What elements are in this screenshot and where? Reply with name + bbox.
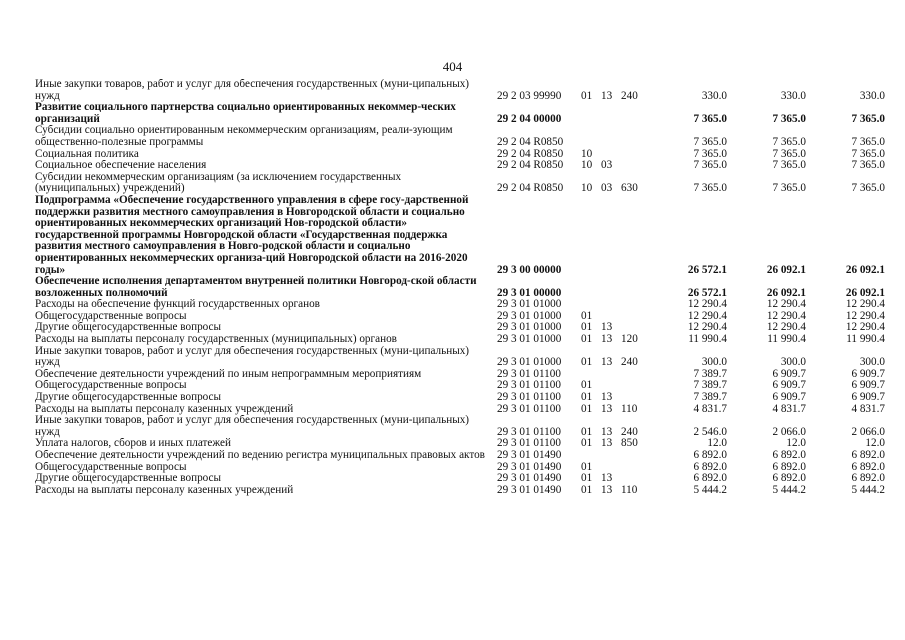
row-name: Социальная политика: [35, 148, 139, 160]
target-code: 29 3 01 01000: [497, 299, 562, 311]
subsection-code: 03: [601, 182, 613, 195]
amount-first: 6 892.0: [693, 461, 727, 473]
expense-type-code: 110: [621, 484, 638, 496]
table-row: [35, 195, 885, 276]
subsection-code: 13: [601, 334, 613, 346]
amount-third: 7 365.0: [851, 112, 885, 125]
target-code: 29 2 04 R0850: [497, 135, 564, 148]
amount-second: 6 909.7: [772, 380, 806, 392]
subsection-code: 13: [601, 89, 613, 102]
table-row: [35, 438, 885, 450]
amount-first: 2 546.0: [693, 425, 727, 438]
expense-type-code: [621, 473, 649, 485]
subsection-code: [601, 195, 621, 276]
row-name: Расходы на обеспечение функций государственных органов: [35, 299, 320, 311]
amount-second: 26 092.1: [766, 286, 806, 299]
expense-type-code: 850: [621, 438, 638, 450]
expense-type-code: 240: [621, 89, 638, 102]
amount-third: 6 909.7: [851, 392, 885, 404]
amount-first: 7 389.7: [693, 392, 727, 404]
amount-second: 330.0: [780, 89, 806, 102]
subsection-code: 03: [601, 160, 613, 172]
expense-type-code: [621, 160, 649, 172]
amount-second: 6 909.7: [772, 368, 806, 380]
table-row: [35, 404, 885, 416]
amount-second: 300.0: [780, 356, 806, 369]
table-row: [35, 415, 885, 438]
amount-second: 7 365.0: [772, 135, 806, 148]
subsection-code: [601, 276, 621, 299]
section-code: 01: [581, 403, 593, 415]
amount-third: 6 892.0: [851, 450, 885, 461]
section-code: 01: [581, 484, 593, 496]
amount-third: 7 365.0: [851, 182, 885, 195]
amount-second: 4 831.7: [772, 403, 806, 415]
amount-first: 7 389.7: [693, 368, 727, 380]
subsection-code: [601, 369, 621, 381]
amount-first: 6 892.0: [693, 450, 727, 461]
target-code: 29 3 01 01100: [497, 438, 561, 450]
amount-third: 12 290.4: [845, 299, 885, 311]
amount-third: 7 365.0: [851, 160, 885, 172]
section-code: 10: [581, 182, 593, 195]
amount-third: 4 831.7: [851, 403, 885, 415]
expense-type-code: [621, 195, 649, 276]
expense-type-code: [621, 311, 649, 323]
amount-first: 26 572.1: [687, 286, 727, 299]
subsection-code: [601, 125, 621, 148]
row-name: Подпрограмма «Обеспечение государственного управления в сфере госу-дарственной поддержки развития местного самоуправления в Новгородской области и социально ориентированных некоммерческих организаций Нов-городской области» государственной программы Новгородской области «Государственная поддержка развития местного самоуправления в Новго-родской области и социально ориентированных некоммерческих организа-ций Новгородской области на 2016-2020 годы»: [35, 194, 469, 276]
table-row: [35, 160, 885, 172]
expense-type-code: [621, 299, 649, 311]
amount-third: 2 066.0: [851, 425, 885, 438]
amount-third: 6 892.0: [851, 461, 885, 473]
table-row: [35, 369, 885, 381]
amount-third: 6 909.7: [851, 368, 885, 380]
subsection-code: 13: [601, 356, 613, 369]
row-name: Иные закупки товаров, работ и услуг для обеспечения государственных (муни-ципальных) нужд: [35, 79, 470, 102]
amount-first: 7 365.0: [693, 112, 727, 125]
section-code: 01: [581, 322, 593, 334]
amount-second: 6 909.7: [772, 392, 806, 404]
expense-type-code: [621, 462, 649, 474]
subsection-code: [601, 450, 621, 462]
target-code: 29 3 01 01100: [497, 425, 561, 438]
table-row: [35, 125, 885, 148]
amount-second: 6 892.0: [772, 461, 806, 473]
table-row: [35, 450, 885, 462]
amount-second: 7 365.0: [772, 112, 806, 125]
row-name: Субсидии социально ориентированным некоммерческим организациям, реали-зующим общественно-полезные программы: [35, 125, 453, 148]
section-code: 01: [581, 380, 593, 392]
table-row: [35, 311, 885, 323]
section-code: 01: [581, 461, 593, 473]
amount-second: 6 892.0: [772, 473, 806, 485]
section-code: 01: [581, 438, 593, 450]
expense-type-code: [621, 322, 649, 334]
expense-type-code: [621, 450, 649, 462]
expense-type-code: 110: [621, 403, 638, 415]
amount-third: 26 092.1: [845, 263, 885, 276]
table-row: [35, 149, 885, 161]
table-row: [35, 473, 885, 485]
section-code: 10: [581, 160, 593, 172]
amount-third: 12 290.4: [845, 310, 885, 322]
row-name: Расходы на выплаты персоналу казенных учреждений: [35, 484, 294, 496]
section-code: 10: [581, 148, 593, 160]
amount-second: 12 290.4: [766, 299, 806, 311]
expense-type-code: [621, 276, 649, 299]
row-name: Обеспечение деятельности учреждений по ведению регистра муниципальных правовых актов: [35, 450, 485, 461]
row-name: Общегосударственные вопросы: [35, 380, 187, 392]
amount-second: 7 365.0: [772, 182, 806, 195]
amount-second: 12 290.4: [766, 310, 806, 322]
target-code: 29 2 04 R0850: [497, 182, 564, 195]
expense-type-code: [621, 102, 649, 125]
table-row: [35, 299, 885, 311]
expense-type-code: [621, 125, 649, 148]
amount-second: 7 365.0: [772, 160, 806, 172]
amount-first: 4 831.7: [693, 403, 727, 415]
section-code: 01: [581, 89, 593, 102]
table-row: [35, 79, 885, 102]
target-code: 29 3 00 00000: [497, 263, 562, 276]
row-name: Общегосударственные вопросы: [35, 310, 187, 322]
section-code: [581, 195, 601, 276]
subsection-code: [601, 380, 621, 392]
row-name: Иные закупки товаров, работ и услуг для обеспечения государственных (муни-ципальных) нужд: [35, 345, 470, 369]
amount-first: 12 290.4: [687, 299, 727, 311]
section-code: [581, 125, 601, 148]
section-code: 01: [581, 392, 593, 404]
amount-third: 12.0: [865, 438, 885, 450]
amount-first: 7 365.0: [693, 135, 727, 148]
amount-second: 11 990.4: [767, 334, 806, 346]
amount-first: 300.0: [701, 356, 727, 369]
row-name: Расходы на выплаты персоналу казенных учреждений: [35, 403, 294, 415]
row-name: Социальное обеспечение населения: [35, 160, 207, 172]
target-code: 29 3 01 01000: [497, 334, 562, 346]
target-code: 29 2 03 99990: [497, 89, 562, 102]
subsection-code: [601, 299, 621, 311]
target-code: 29 3 01 01490: [497, 473, 562, 485]
budget-table: [35, 79, 885, 496]
expense-type-code: [621, 369, 649, 381]
row-name: Иные закупки товаров, работ и услуг для обеспечения государственных (муни-ципальных) нужд: [35, 415, 470, 438]
amount-third: 6 909.7: [851, 380, 885, 392]
amount-third: 6 892.0: [851, 473, 885, 485]
table-row: [35, 172, 885, 195]
table-row: [35, 276, 885, 299]
amount-first: 26 572.1: [687, 263, 727, 276]
amount-first: 7 365.0: [693, 160, 727, 172]
amount-first: 12 290.4: [687, 310, 727, 322]
section-code: [581, 102, 601, 125]
target-code: 29 3 01 00000: [497, 286, 562, 299]
amount-third: 5 444.2: [851, 484, 885, 496]
subsection-code: 13: [601, 425, 613, 438]
subsection-code: [601, 311, 621, 323]
expense-type-code: [621, 380, 649, 392]
amount-third: 300.0: [859, 356, 885, 369]
expense-type-code: 120: [621, 334, 638, 346]
target-code: 29 2 04 R0850: [497, 148, 564, 160]
amount-first: 7 365.0: [693, 182, 727, 195]
section-code: 01: [581, 334, 593, 346]
amount-second: 6 892.0: [772, 450, 806, 461]
section-code: 01: [581, 473, 593, 485]
amount-first: 7 365.0: [693, 148, 727, 160]
target-code: 29 2 04 00000: [497, 112, 562, 125]
amount-third: 12 290.4: [845, 322, 885, 334]
amount-second: 5 444.2: [772, 484, 806, 496]
amount-third: 7 365.0: [851, 135, 885, 148]
target-code: 29 3 01 01490: [497, 461, 562, 473]
section-code: 01: [581, 425, 593, 438]
table-row: [35, 380, 885, 392]
section-code: [581, 450, 601, 462]
table-row: [35, 462, 885, 474]
row-name: Обеспечение исполнения департаментом внутренней политики Новгород-ской области возложенных полномочий: [35, 276, 477, 299]
target-code: 29 3 01 01100: [497, 403, 561, 415]
subsection-code: 13: [601, 403, 613, 415]
amount-second: 2 066.0: [772, 425, 806, 438]
expense-type-code: [621, 392, 649, 404]
subsection-code: 13: [601, 392, 613, 404]
expense-type-code: 240: [621, 425, 638, 438]
amount-third: 330.0: [859, 89, 885, 102]
table-row: [35, 322, 885, 334]
row-name: Другие общегосударственные вопросы: [35, 322, 222, 334]
target-code: 29 3 01 01000: [497, 310, 562, 322]
target-code: 29 3 01 01490: [497, 450, 562, 461]
amount-third: 11 990.4: [846, 334, 885, 346]
target-code: 29 3 01 01000: [497, 322, 562, 334]
table-row: [35, 334, 885, 346]
target-code: 29 2 04 R0850: [497, 160, 564, 172]
target-code: 29 3 01 01100: [497, 368, 561, 380]
subsection-code: 13: [601, 322, 613, 334]
amount-second: 12 290.4: [766, 322, 806, 334]
amount-first: 12 290.4: [687, 322, 727, 334]
section-code: 01: [581, 310, 593, 322]
table-row: [35, 102, 885, 125]
section-code: [581, 299, 601, 311]
amount-first: 6 892.0: [693, 473, 727, 485]
amount-second: 26 092.1: [766, 263, 806, 276]
amount-first: 7 389.7: [693, 380, 727, 392]
amount-first: 330.0: [701, 89, 727, 102]
subsection-code: 13: [601, 438, 613, 450]
expense-type-code: 240: [621, 356, 638, 369]
amount-second: 12.0: [786, 438, 806, 450]
row-name: Субсидии некоммерческим организациям (за исключением государственных (муниципальных) учреждений): [35, 171, 402, 195]
amount-first: 5 444.2: [693, 484, 727, 496]
row-name: Расходы на выплаты персоналу государственных (муниципальных) органов: [35, 334, 397, 346]
amount-third: 26 092.1: [845, 286, 885, 299]
target-code: 29 3 01 01100: [497, 392, 561, 404]
subsection-code: 13: [601, 484, 613, 496]
page-number: 404: [442, 59, 463, 74]
row-name: Развитие социального партнерства социально ориентированных некоммер-ческих организаций: [35, 102, 456, 125]
section-code: [581, 369, 601, 381]
row-name: Уплата налогов, сборов и иных платежей: [35, 438, 231, 450]
row-name: Общегосударственные вопросы: [35, 461, 187, 473]
target-code: 29 3 01 01000: [497, 356, 562, 369]
subsection-code: 13: [601, 473, 613, 485]
row-name: Обеспечение деятельности учреждений по иным непрограммным мероприятиям: [35, 368, 422, 380]
table-row: [35, 485, 885, 497]
amount-first: 11 990.4: [688, 334, 727, 346]
amount-second: 7 365.0: [772, 148, 806, 160]
expense-type-code: 630: [621, 182, 638, 195]
row-name: Другие общегосударственные вопросы: [35, 473, 222, 485]
target-code: 29 3 01 01490: [497, 484, 562, 496]
table-row: [35, 392, 885, 404]
section-code: 01: [581, 356, 593, 369]
table-row: [35, 346, 885, 369]
subsection-code: [601, 149, 621, 161]
table-body: [35, 79, 885, 496]
amount-third: 7 365.0: [851, 148, 885, 160]
subsection-code: [601, 102, 621, 125]
target-code: 29 3 01 01100: [497, 380, 561, 392]
section-code: [581, 276, 601, 299]
subsection-code: [601, 462, 621, 474]
amount-first: 12.0: [707, 438, 727, 450]
expense-type-code: [621, 149, 649, 161]
row-name: Другие общегосударственные вопросы: [35, 392, 222, 404]
